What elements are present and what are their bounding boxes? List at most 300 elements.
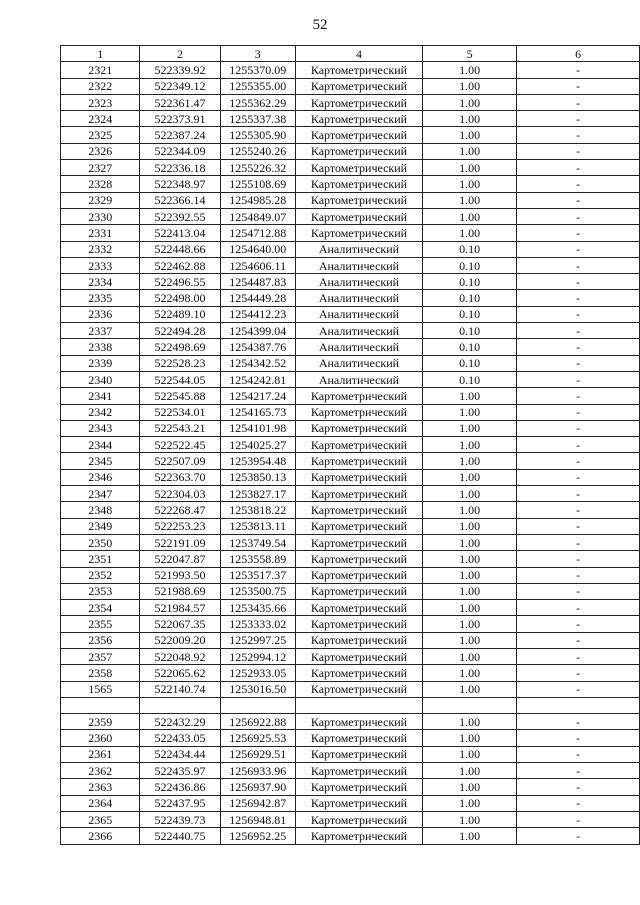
accuracy-cell: 1.00 [423,192,517,208]
method-cell: Картометрический [295,62,422,78]
method-cell: Картометрический [295,600,422,616]
note-cell: - [517,746,640,762]
note-cell: - [517,290,640,306]
x-coordinate-cell: 522434.44 [140,746,220,762]
method-cell [295,697,422,713]
y-coordinate-cell: 1254606.11 [220,257,295,273]
method-cell: Картометрический [295,502,422,518]
x-coordinate-cell: 522413.04 [140,225,220,241]
y-coordinate-cell: 1253500.75 [220,583,295,599]
point-number-cell: 2329 [61,192,140,208]
page-number: 52 [312,17,328,33]
x-coordinate-cell: 521984.57 [140,600,220,616]
y-coordinate-cell: 1254399.04 [220,323,295,339]
accuracy-cell: 1.00 [423,486,517,502]
accuracy-cell: 1.00 [423,779,517,795]
y-coordinate-cell: 1254849.07 [220,208,295,224]
accuracy-cell: 1.00 [423,469,517,485]
accuracy-cell: 1.00 [423,518,517,534]
accuracy-cell: 1.00 [423,388,517,404]
table-row [61,600,640,616]
note-cell: - [517,225,640,241]
x-coordinate-cell: 522437.95 [140,795,220,811]
accuracy-cell: 0.10 [423,241,517,257]
x-coordinate-cell: 521993.50 [140,567,220,583]
y-coordinate-cell: 1255305.90 [220,127,295,143]
table-row [61,502,640,518]
table-row [61,143,640,159]
point-number-cell: 2352 [61,567,140,583]
x-coordinate-cell: 522440.75 [140,828,220,844]
accuracy-cell: 1.00 [423,665,517,681]
table-row [61,779,640,795]
x-coordinate-cell: 522489.10 [140,306,220,322]
point-number-cell: 2335 [61,290,140,306]
accuracy-cell: 1.00 [423,176,517,192]
table-row [61,730,640,746]
method-cell: Аналитический [295,355,422,371]
column-header-3: 3 [220,46,295,62]
note-cell: - [517,648,640,664]
accuracy-cell: 1.00 [423,62,517,78]
table-row [61,714,640,730]
x-coordinate-cell: 522048.92 [140,648,220,664]
point-number-cell: 2366 [61,828,140,844]
point-number-cell: 2338 [61,339,140,355]
accuracy-cell: 1.00 [423,648,517,664]
x-coordinate-cell: 522435.97 [140,763,220,779]
accuracy-cell: 1.00 [423,551,517,567]
x-coordinate-cell: 522507.09 [140,453,220,469]
x-coordinate-cell: 522253.23 [140,518,220,534]
table-row [61,208,640,224]
point-number-cell: 2330 [61,208,140,224]
note-cell: - [517,143,640,159]
accuracy-cell: 1.00 [423,714,517,730]
method-cell: Картометрический [295,828,422,844]
method-cell: Картометрический [295,192,422,208]
note-cell: - [517,192,640,208]
y-coordinate-cell: 1256948.81 [220,811,295,827]
accuracy-cell: 1.00 [423,811,517,827]
point-number-cell: 2321 [61,62,140,78]
note-cell: - [517,339,640,355]
note-cell: - [517,274,640,290]
point-number-cell: 2325 [61,127,140,143]
x-coordinate-cell: 522432.29 [140,714,220,730]
point-number-cell: 2345 [61,453,140,469]
column-header-4: 4 [295,46,422,62]
accuracy-cell: 0.10 [423,323,517,339]
table-row [61,486,640,502]
y-coordinate-cell: 1255240.26 [220,143,295,159]
x-coordinate-cell: 522344.09 [140,143,220,159]
point-number-cell: 2365 [61,811,140,827]
point-number-cell: 2327 [61,160,140,176]
accuracy-cell: 0.10 [423,306,517,322]
y-coordinate-cell: 1253435.66 [220,600,295,616]
y-coordinate-cell: 1254025.27 [220,437,295,453]
table-row [61,192,640,208]
note-cell: - [517,518,640,534]
accuracy-cell: 0.10 [423,290,517,306]
y-coordinate-cell: 1252997.25 [220,632,295,648]
table-row [61,225,640,241]
note-cell: - [517,257,640,273]
x-coordinate-cell: 522366.14 [140,192,220,208]
x-coordinate-cell: 522348.97 [140,176,220,192]
method-cell: Картометрический [295,811,422,827]
x-coordinate-cell: 522462.88 [140,257,220,273]
y-coordinate-cell: 1254342.52 [220,355,295,371]
method-cell: Картометрический [295,176,422,192]
point-number-cell: 2326 [61,143,140,159]
accuracy-cell: 1.00 [423,828,517,844]
table-row [61,763,640,779]
point-number-cell: 2337 [61,323,140,339]
table-row [61,323,640,339]
method-cell: Картометрический [295,763,422,779]
point-number-cell: 2361 [61,746,140,762]
x-coordinate-cell: 522349.12 [140,78,220,94]
table-body [61,46,640,845]
point-number-cell: 2353 [61,583,140,599]
point-number-cell: 2342 [61,404,140,420]
table-row [61,355,640,371]
point-number-cell: 2354 [61,600,140,616]
table-row [61,388,640,404]
accuracy-cell: 1.00 [423,632,517,648]
x-coordinate-cell: 522543.21 [140,420,220,436]
method-cell: Картометрический [295,486,422,502]
y-coordinate-cell: 1253954.48 [220,453,295,469]
point-number-cell: 2323 [61,94,140,110]
method-cell: Картометрический [295,78,422,94]
x-coordinate-cell: 522439.73 [140,811,220,827]
method-cell: Аналитический [295,339,422,355]
y-coordinate-cell: 1255337.38 [220,111,295,127]
x-coordinate-cell: 522009.20 [140,632,220,648]
point-number-cell: 2355 [61,616,140,632]
method-cell: Картометрический [295,469,422,485]
column-header-1: 1 [61,46,140,62]
x-coordinate-cell: 522140.74 [140,681,220,697]
note-cell: - [517,437,640,453]
note-cell: - [517,486,640,502]
accuracy-cell: 1.00 [423,567,517,583]
y-coordinate-cell: 1253827.17 [220,486,295,502]
y-coordinate-cell: 1255370.09 [220,62,295,78]
note-cell: - [517,176,640,192]
x-coordinate-cell: 522522.45 [140,437,220,453]
y-coordinate-cell: 1254387.76 [220,339,295,355]
y-coordinate-cell: 1253333.02 [220,616,295,632]
x-coordinate-cell [140,697,220,713]
y-coordinate-cell: 1254217.24 [220,388,295,404]
y-coordinate-cell: 1255108.69 [220,176,295,192]
note-cell: - [517,763,640,779]
point-number-cell: 2350 [61,534,140,550]
point-number-cell: 2331 [61,225,140,241]
note-cell: - [517,127,640,143]
y-coordinate-cell: 1253749.54 [220,534,295,550]
x-coordinate-cell: 522065.62 [140,665,220,681]
method-cell: Аналитический [295,274,422,290]
accuracy-cell: 1.00 [423,111,517,127]
y-coordinate-cell [220,697,295,713]
note-cell: - [517,551,640,567]
method-cell: Картометрический [295,616,422,632]
x-coordinate-cell: 522067.35 [140,616,220,632]
point-number-cell [61,697,140,713]
method-cell: Картометрический [295,518,422,534]
method-cell: Картометрический [295,779,422,795]
accuracy-cell: 1.00 [423,616,517,632]
accuracy-cell: 0.10 [423,371,517,387]
y-coordinate-cell: 1254640.00 [220,241,295,257]
table-row [61,811,640,827]
table-row [61,257,640,273]
method-cell: Картометрический [295,730,422,746]
note-cell: - [517,160,640,176]
table-row [61,632,640,648]
table-row [61,518,640,534]
accuracy-cell: 1.00 [423,681,517,697]
x-coordinate-cell: 522336.18 [140,160,220,176]
note-cell: - [517,632,640,648]
method-cell: Картометрический [295,583,422,599]
accuracy-cell: 0.10 [423,257,517,273]
point-number-cell: 2339 [61,355,140,371]
method-cell: Картометрический [295,648,422,664]
note-cell: - [517,795,640,811]
x-coordinate-cell: 522363.70 [140,469,220,485]
table-row [61,616,640,632]
x-coordinate-cell: 522339.92 [140,62,220,78]
accuracy-cell: 1.00 [423,502,517,518]
x-coordinate-cell: 522304.03 [140,486,220,502]
note-cell: - [517,730,640,746]
note-cell: - [517,453,640,469]
x-coordinate-cell: 522392.55 [140,208,220,224]
table-row [61,241,640,257]
accuracy-cell: 1.00 [423,795,517,811]
y-coordinate-cell: 1256952.25 [220,828,295,844]
table-row [61,78,640,94]
method-cell: Аналитический [295,323,422,339]
coordinates-table [60,45,640,845]
table-row [61,453,640,469]
point-number-cell: 2359 [61,714,140,730]
note-cell: - [517,714,640,730]
y-coordinate-cell: 1255355.00 [220,78,295,94]
x-coordinate-cell: 521988.69 [140,583,220,599]
point-number-cell: 2346 [61,469,140,485]
y-coordinate-cell: 1253813.11 [220,518,295,534]
note-cell: - [517,583,640,599]
method-cell: Картометрический [295,632,422,648]
method-cell: Картометрический [295,143,422,159]
y-coordinate-cell: 1254712.88 [220,225,295,241]
method-cell: Картометрический [295,94,422,110]
accuracy-cell: 1.00 [423,420,517,436]
point-number-cell: 2356 [61,632,140,648]
accuracy-cell: 1.00 [423,453,517,469]
method-cell: Картометрический [295,388,422,404]
y-coordinate-cell: 1255362.29 [220,94,295,110]
table-row [61,160,640,176]
table-row [61,648,640,664]
point-number-cell: 2347 [61,486,140,502]
y-coordinate-cell: 1256942.87 [220,795,295,811]
accuracy-cell: 1.00 [423,437,517,453]
note-cell: - [517,306,640,322]
x-coordinate-cell: 522361.47 [140,94,220,110]
y-coordinate-cell: 1252994.12 [220,648,295,664]
x-coordinate-cell: 522433.05 [140,730,220,746]
x-coordinate-cell: 522373.91 [140,111,220,127]
table-row [61,127,640,143]
y-coordinate-cell: 1253818.22 [220,502,295,518]
x-coordinate-cell: 522047.87 [140,551,220,567]
point-number-cell: 2334 [61,274,140,290]
method-cell: Картометрический [295,665,422,681]
note-cell: - [517,616,640,632]
note-cell: - [517,534,640,550]
y-coordinate-cell: 1253558.89 [220,551,295,567]
point-number-cell: 2344 [61,437,140,453]
accuracy-cell: 0.10 [423,355,517,371]
accuracy-cell: 1.00 [423,94,517,110]
accuracy-cell: 1.00 [423,78,517,94]
note-cell: - [517,62,640,78]
table-row [61,176,640,192]
accuracy-cell: 1.00 [423,730,517,746]
point-number-cell: 2332 [61,241,140,257]
point-number-cell: 2358 [61,665,140,681]
point-number-cell: 1565 [61,681,140,697]
note-cell: - [517,323,640,339]
note-cell: - [517,811,640,827]
method-cell: Картометрический [295,795,422,811]
point-number-cell: 2364 [61,795,140,811]
point-number-cell: 2340 [61,371,140,387]
note-cell: - [517,779,640,795]
table-row [61,371,640,387]
method-cell: Картометрический [295,746,422,762]
x-coordinate-cell: 522496.55 [140,274,220,290]
y-coordinate-cell: 1254985.28 [220,192,295,208]
accuracy-cell: 1.00 [423,160,517,176]
method-cell: Картометрический [295,160,422,176]
x-coordinate-cell: 522494.28 [140,323,220,339]
point-number-cell: 2362 [61,763,140,779]
x-coordinate-cell: 522436.86 [140,779,220,795]
note-cell: - [517,371,640,387]
y-coordinate-cell: 1256929.51 [220,746,295,762]
note-cell [517,697,640,713]
method-cell: Картометрический [295,208,422,224]
y-coordinate-cell: 1256922.88 [220,714,295,730]
point-number-cell: 2333 [61,257,140,273]
table-row [61,469,640,485]
point-number-cell: 2349 [61,518,140,534]
x-coordinate-cell: 522528.23 [140,355,220,371]
column-header-6: 6 [517,46,640,62]
point-number-cell: 2363 [61,779,140,795]
accuracy-cell: 1.00 [423,534,517,550]
method-cell: Картометрический [295,567,422,583]
x-coordinate-cell: 522498.69 [140,339,220,355]
note-cell: - [517,208,640,224]
point-number-cell: 2336 [61,306,140,322]
method-cell: Картометрический [295,534,422,550]
x-coordinate-cell: 522544.05 [140,371,220,387]
y-coordinate-cell: 1256925.53 [220,730,295,746]
method-cell: Картометрический [295,453,422,469]
note-cell: - [517,502,640,518]
note-cell: - [517,469,640,485]
accuracy-cell: 0.10 [423,339,517,355]
y-coordinate-cell: 1255226.32 [220,160,295,176]
table-row [61,111,640,127]
table-row [61,697,640,713]
method-cell: Картометрический [295,420,422,436]
table-row [61,567,640,583]
y-coordinate-cell: 1256937.90 [220,779,295,795]
y-coordinate-cell: 1254449.28 [220,290,295,306]
table-row [61,583,640,599]
table-row [61,681,640,697]
x-coordinate-cell: 522268.47 [140,502,220,518]
point-number-cell: 2360 [61,730,140,746]
table-row [61,828,640,844]
point-number-cell: 2328 [61,176,140,192]
x-coordinate-cell: 522545.88 [140,388,220,404]
accuracy-cell: 1.00 [423,225,517,241]
y-coordinate-cell: 1254487.83 [220,274,295,290]
accuracy-cell [423,697,517,713]
y-coordinate-cell: 1252933.05 [220,665,295,681]
method-cell: Аналитический [295,306,422,322]
note-cell: - [517,828,640,844]
table-row [61,306,640,322]
accuracy-cell: 1.00 [423,127,517,143]
method-cell: Аналитический [295,371,422,387]
point-number-cell: 2343 [61,420,140,436]
note-cell: - [517,111,640,127]
y-coordinate-cell: 1254165.73 [220,404,295,420]
point-number-cell: 2341 [61,388,140,404]
x-coordinate-cell: 522191.09 [140,534,220,550]
point-number-cell: 2324 [61,111,140,127]
accuracy-cell: 1.00 [423,404,517,420]
note-cell: - [517,388,640,404]
accuracy-cell: 1.00 [423,143,517,159]
column-header-2: 2 [140,46,220,62]
note-cell: - [517,681,640,697]
x-coordinate-cell: 522448.66 [140,241,220,257]
point-number-cell: 2322 [61,78,140,94]
table-row [61,290,640,306]
method-cell: Картометрический [295,404,422,420]
note-cell: - [517,94,640,110]
x-coordinate-cell: 522498.00 [140,290,220,306]
column-header-5: 5 [423,46,517,62]
table-row [61,404,640,420]
y-coordinate-cell: 1253850.13 [220,469,295,485]
accuracy-cell: 1.00 [423,600,517,616]
